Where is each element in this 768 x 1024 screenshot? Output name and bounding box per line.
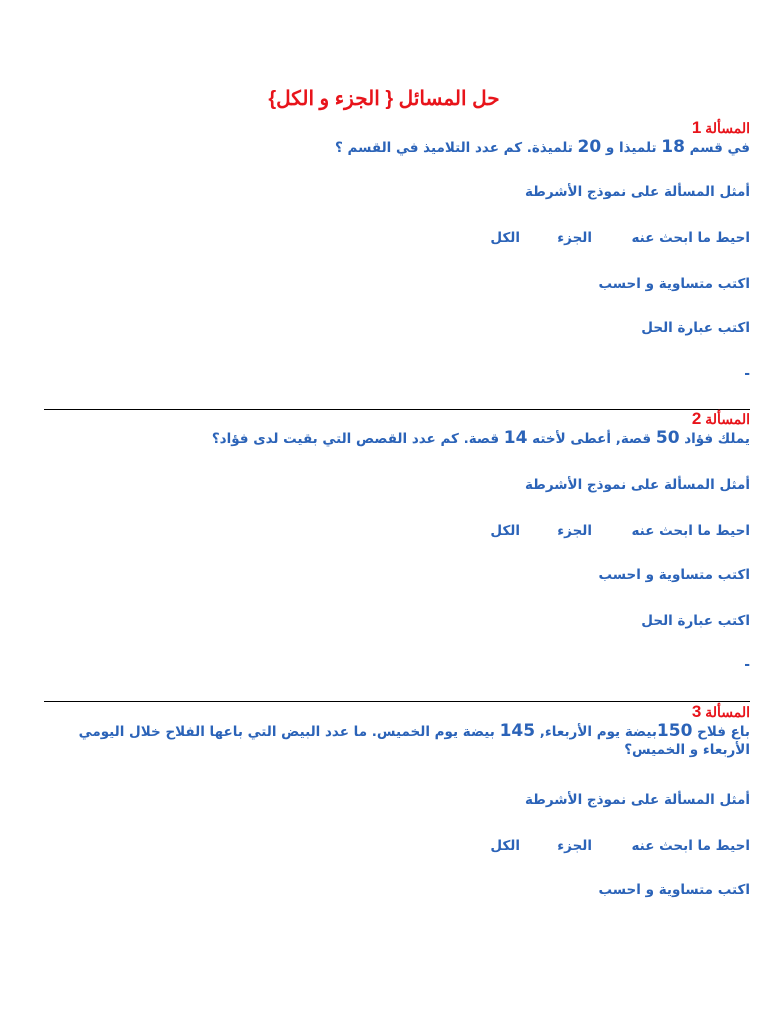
- equation-instruction: اكتب متساوية و احسب: [598, 567, 750, 583]
- solution-instruction: اكتب عبارة الحل: [641, 320, 750, 336]
- circle-unknown-label: احيط ما ابحث عنه: [631, 523, 750, 539]
- problem-number: 1: [691, 118, 702, 137]
- problem-number: 2: [691, 409, 702, 428]
- equation-instruction: اكتب متساوية و احسب: [598, 276, 750, 292]
- part-label: الجزء: [557, 523, 592, 539]
- part-label: الجزء: [557, 230, 592, 246]
- problem-label: المسألة: [705, 704, 750, 720]
- answer-dash: -: [744, 366, 750, 382]
- problem-statement: [44, 722, 750, 759]
- statement-text: تلميذة. كم عدد التلاميذ في القسم ؟: [335, 140, 578, 156]
- whole-label: الكل: [490, 230, 520, 246]
- problem-label: المسألة: [705, 411, 750, 427]
- statement-text: باع فلاح: [692, 724, 750, 740]
- whole-label: الكل: [490, 838, 520, 854]
- divider: [44, 409, 750, 410]
- problem-1: [44, 120, 750, 390]
- problem-2: [44, 411, 750, 681]
- represent-instruction: أمثل المسألة على نموذج الأشرطة: [524, 184, 750, 200]
- divider: [44, 701, 750, 702]
- circle-unknown-label: احيط ما ابحث عنه: [631, 838, 750, 854]
- statement-text: في قسم: [684, 140, 750, 156]
- problem-label: المسألة: [705, 120, 750, 136]
- problem-heading: [44, 120, 750, 136]
- represent-instruction: أمثل المسألة على نموذج الأشرطة: [524, 792, 750, 808]
- represent-instruction: أمثل المسألة على نموذج الأشرطة: [524, 477, 750, 493]
- statement-number: 14: [503, 428, 528, 448]
- circle-instruction-row: [44, 838, 750, 856]
- statement-text: قصة. كم عدد القصص التي بقيت لدى فؤاد؟: [211, 431, 504, 447]
- part-label: الجزء: [557, 838, 592, 854]
- solution-instruction: اكتب عبارة الحل: [641, 613, 750, 629]
- statement-number: 20: [577, 137, 602, 157]
- problem-statement: [44, 429, 750, 448]
- circle-instruction-row: [44, 230, 750, 248]
- problem-number: 3: [691, 702, 702, 721]
- equation-instruction: اكتب متساوية و احسب: [598, 882, 750, 898]
- statement-number: 145: [499, 721, 536, 741]
- statement-text: تلميذا و: [601, 140, 662, 156]
- statement-text: قصة, أعطى لأخته: [527, 431, 656, 447]
- statement-text: يملك فؤاد: [679, 431, 750, 447]
- answer-dash: -: [744, 657, 750, 673]
- problem-3: [44, 704, 750, 914]
- statement-number: 50: [655, 428, 680, 448]
- circle-unknown-label: احيط ما ابحث عنه: [631, 230, 750, 246]
- problem-heading: [44, 411, 750, 427]
- statement-text: بيضة يوم الأربعاء,: [535, 724, 657, 740]
- problem-statement: [44, 138, 750, 157]
- problem-heading: [44, 704, 750, 720]
- statement-number: 18: [661, 137, 685, 157]
- page-title: حل المسائل { الجزء و الكل}: [268, 88, 500, 110]
- circle-instruction-row: [44, 523, 750, 541]
- statement-number: 150: [656, 721, 693, 741]
- whole-label: الكل: [490, 523, 520, 539]
- statement-text: بيضة يوم الخميس. ما عدد البيض التي باعها الفلاح خلال اليومي الأربعاء و الخميس؟: [78, 724, 750, 758]
